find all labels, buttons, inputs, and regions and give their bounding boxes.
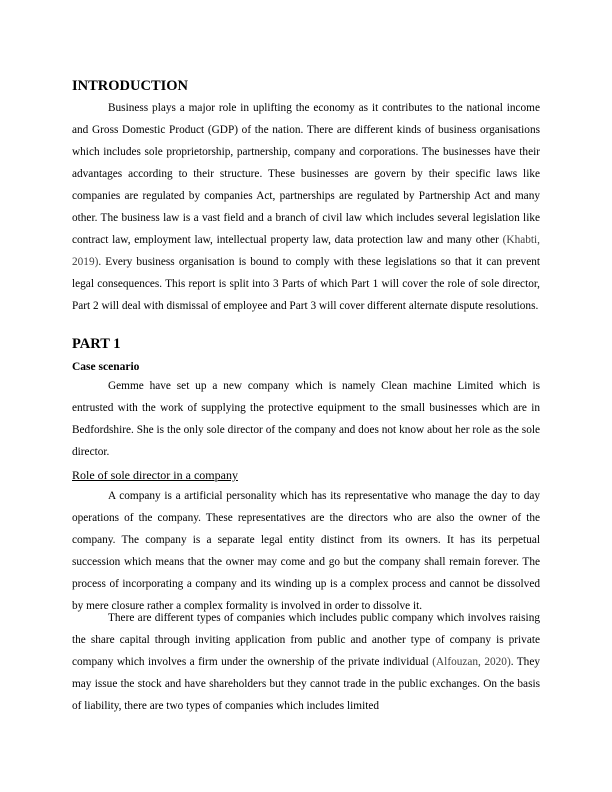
role-paragraph-2-text-part1: There are different types of companies which includes public company which involves raising the share capital through inviting application from public and another type of company is private company which involves a firm under the ownership of the private individual [72,612,540,668]
role-paragraph-2-text-part2: . They may issue the stock and have shareholders but they cannot trade in the public exchanges. On the basis of liability, there are two types of companies which includes limited [72,656,540,712]
role-paragraph-2 [72,607,540,717]
introduction-heading: INTRODUCTION [72,78,189,94]
role-paragraph-1: A company is a artificial personality which has its representative who manage the day to day operations of the company. These representatives are the directors who are also the owner of the company. The company is a separate legal entity distinct from its owners. It has its perpetual succession which means that the owner may come and go but the company shall remain forever. The process of incorporating a company and its winding up is a complex process and cannot be dissolved by mere closure rather a complex formality is involved in order to dissolve it. [72,490,540,612]
case-scenario-paragraph: Gemme have set up a new company which is namely Clean machine Limited which is entrusted with the work of supplying the protective equipment to the small businesses which are in Bedfordshire. She is the only sole director of the company and does not know about her role as the sole director. [72,380,540,458]
introduction-citation: (Khabti, 2019) [72,234,540,268]
role-of-sole-director-heading: Role of sole director in a company [72,468,238,482]
role-paragraph-2-citation: (Alfouzan, 2020) [432,656,511,668]
part1-heading: PART 1 [72,336,121,352]
case-scenario-heading: Case scenario [72,361,140,373]
introduction-paragraph [72,97,540,317]
introduction-text-part2: . Every business organisation is bound to comply with these legislations so that it can prevent legal consequences. This report is split into 3 Parts of which Part 1 will cover the role of sole director, Part 2 will deal with dismissal of employee and Part 3 will cover different alternate dispute resolutions. [72,256,540,312]
introduction-text-part1: Business plays a major role in uplifting the economy as it contributes to the national income and Gross Domestic Product (GDP) of the nation. There are different kinds of business organisations which includes sole proprietorship, partnership, company and corporations. The businesses have their advantages according to their structure. These businesses are govern by their specific laws like companies are regulated by companies Act, partnerships are regulated by Partnership Act and many other. The business law is a vast field and a branch of civil law which includes several legislation like contract law, employment law, intellectual property law, data protection law and many other [72,102,540,246]
